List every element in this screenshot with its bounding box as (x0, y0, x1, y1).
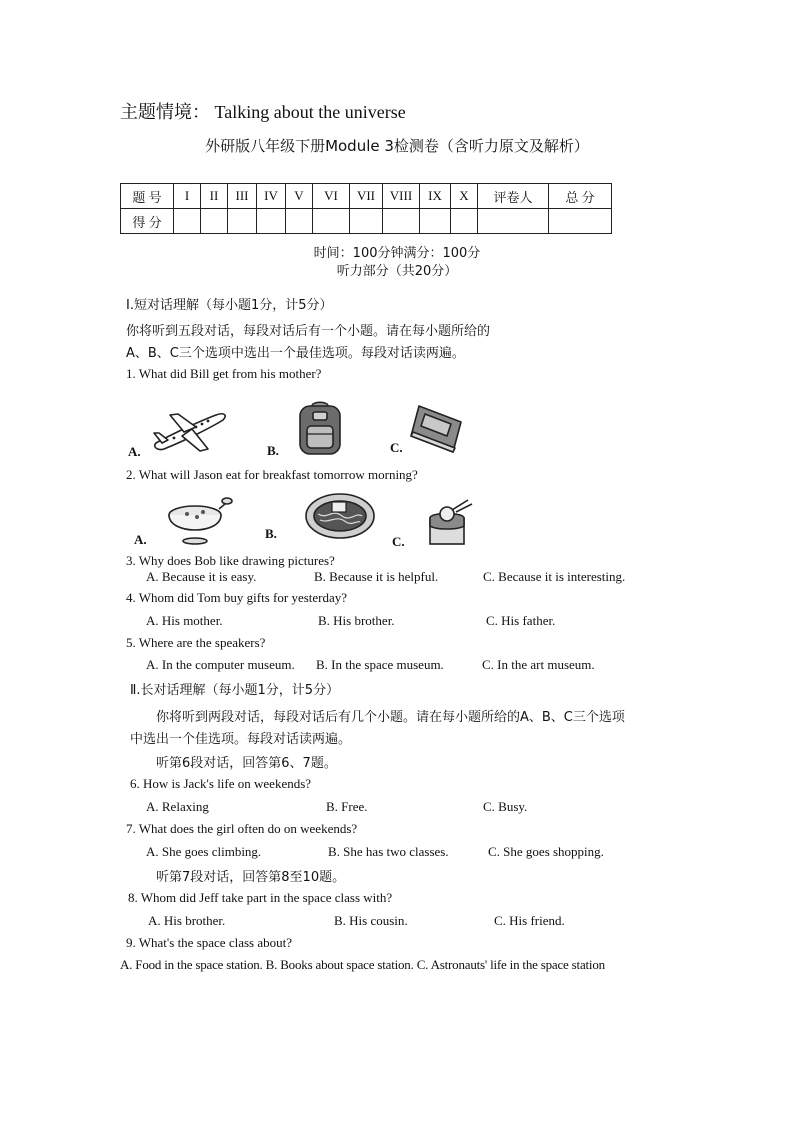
header-cell: II (201, 184, 228, 209)
option-b[interactable]: B. In the space museum. (316, 657, 444, 672)
header-cell: III (228, 184, 257, 209)
score-cell[interactable] (451, 209, 478, 234)
time-line: 时间：100分钟满分：100分 (313, 246, 481, 261)
header-cell: 题 号 (121, 184, 174, 209)
option-a[interactable]: A. Relaxing (146, 799, 209, 814)
option-b[interactable]: B. His cousin. (334, 913, 408, 928)
option-label-a: A. (128, 444, 141, 459)
option-a[interactable]: A. She goes climbing. (146, 844, 262, 859)
theme-heading: 主题情境： Talking about the universe (120, 102, 406, 122)
option-b[interactable]: B. His brother. (318, 613, 395, 628)
header-cell: 总 分 (549, 184, 612, 209)
cake-icon[interactable] (422, 496, 474, 552)
score-cell[interactable] (313, 209, 350, 234)
section2-instruction: 中选出一个佳选项。每段对话读两遍。 (130, 732, 352, 747)
header-cell: IV (257, 184, 286, 209)
question-3: 3. Why does Bob like drawing pictures? (126, 553, 335, 568)
header-cell: 评卷人 (478, 184, 549, 209)
row-label-cell: 得 分 (121, 209, 174, 234)
question-7: 7. What does the girl often do on weekends? (126, 821, 358, 836)
question-4: 4. Whom did Tom buy gifts for yesterday? (126, 590, 348, 605)
noodles-bowl-icon[interactable] (302, 490, 378, 546)
question-6: 6. How is Jack's life on weekends? (130, 776, 312, 791)
score-table-header-row (121, 184, 612, 209)
header-cell: I (174, 184, 201, 209)
dialogue-7-instruction: 听第7段对话，回答第8至10题。 (156, 870, 346, 885)
header-cell: X (451, 184, 478, 209)
option-b[interactable]: B. Free. (326, 799, 368, 814)
option-label-b: B. (265, 526, 277, 541)
score-cell[interactable] (350, 209, 383, 234)
option-label-c: C. (390, 440, 403, 455)
option-c[interactable]: C. In the art museum. (482, 657, 595, 672)
page-title: 外研版八年级下册Module 3检测卷（含听力原文及解析） (205, 137, 589, 155)
score-cell[interactable] (228, 209, 257, 234)
option-label-c: C. (392, 534, 405, 549)
header-cell: VIII (383, 184, 420, 209)
score-cell[interactable] (383, 209, 420, 234)
header-cell: V (286, 184, 313, 209)
option-label-a: A. (134, 532, 147, 547)
section2-heading: Ⅱ.长对话理解（每小题1分，计5分） (130, 683, 340, 698)
option-c[interactable]: C. His father. (486, 613, 556, 628)
book-icon[interactable] (405, 402, 469, 456)
question-1: 1. What did Bill get from his mother? (126, 366, 322, 381)
option-c[interactable]: C. Busy. (483, 799, 528, 814)
score-cell[interactable] (549, 209, 612, 234)
section2-instruction: 你将听到两段对话，每段对话后有几个小题。请在每小题所给的A、B、C三个选项 (156, 710, 625, 725)
score-cell[interactable] (286, 209, 313, 234)
score-cell[interactable] (174, 209, 201, 234)
score-cell[interactable] (420, 209, 451, 234)
header-cell: VII (350, 184, 383, 209)
option-a[interactable]: A. His mother. (146, 613, 223, 628)
question-8: 8. Whom did Jeff take part in the space class with? (128, 890, 393, 905)
option-a[interactable]: A. In the computer museum. (146, 657, 295, 672)
option-a[interactable]: A. Because it is easy. (146, 569, 257, 584)
option-c[interactable]: C. His friend. (494, 913, 565, 928)
score-cell[interactable] (257, 209, 286, 234)
score-table-score-row (121, 209, 612, 234)
question-9-options[interactable]: A. Food in the space station. B. Books about space station. C. Astronauts' life in the space station (120, 957, 605, 972)
score-table (120, 183, 612, 234)
listening-heading: 听力部分（共20分） (336, 264, 458, 279)
header-cell: IX (420, 184, 451, 209)
section1-instruction: 你将听到五段对话，每段对话后有一个小题。请在每小题所给的 (126, 324, 491, 339)
airplane-icon[interactable] (150, 405, 230, 457)
option-c[interactable]: C. She goes shopping. (488, 844, 604, 859)
section1-heading: I.短对话理解（每小题1分，计5分） (126, 298, 333, 313)
soup-bowl-icon[interactable] (163, 495, 233, 549)
option-a[interactable]: A. His brother. (148, 913, 226, 928)
option-c[interactable]: C. Because it is interesting. (483, 569, 626, 584)
backpack-icon[interactable] (290, 400, 350, 458)
question-2: 2. What will Jason eat for breakfast tomorrow morning? (126, 467, 418, 482)
question-5: 5. Where are the speakers? (126, 635, 266, 650)
header-cell: VI (313, 184, 350, 209)
question-9: 9. What's the space class about? (126, 935, 292, 950)
dialogue-6-instruction: 听第6段对话，回答第6、7题。 (156, 756, 337, 771)
score-cell[interactable] (201, 209, 228, 234)
option-b[interactable]: B. Because it is helpful. (314, 569, 439, 584)
section1-instruction: A、B、C三个选项中选出一个最佳选项。每段对话读两遍。 (126, 346, 465, 361)
score-cell[interactable] (478, 209, 549, 234)
option-b[interactable]: B. She has two classes. (328, 844, 449, 859)
option-label-b: B. (267, 443, 279, 458)
